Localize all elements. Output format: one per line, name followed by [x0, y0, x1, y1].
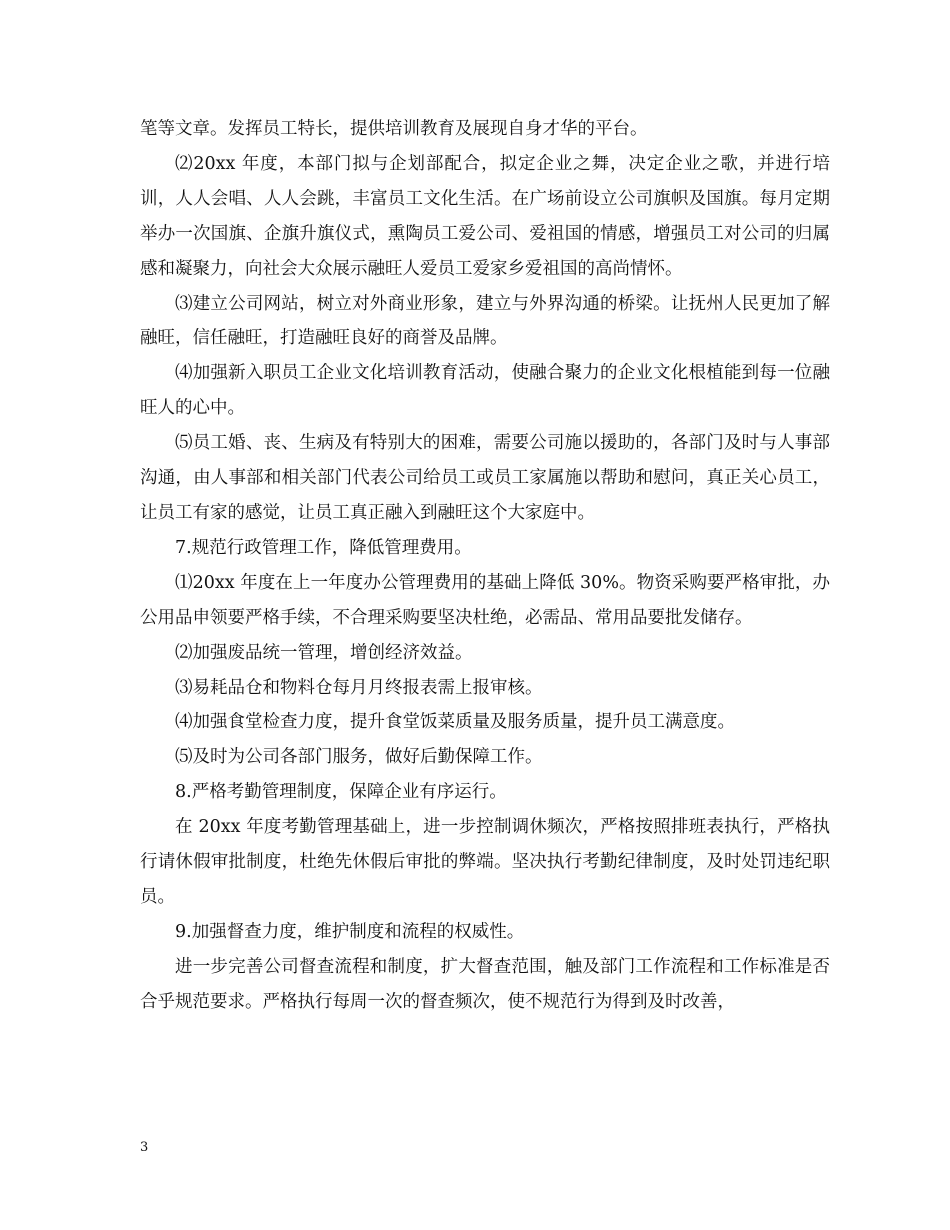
- section-heading-8: 8.严格考勤管理制度，保障企业有序运行。: [175, 782, 507, 803]
- paragraph-7-item-2-waste-management: ⑵加强废品统一管理，增创经济效益。: [175, 642, 473, 663]
- paragraph-8-attendance: 在 20xx 年度考勤管理基础上，进一步控制调休频次，严格按照排班表执行，严格执行请休假审批制度，杜绝先休假后审批的弊端。坚决执行考勤纪律制度，及时处罚违纪职员。: [140, 817, 830, 907]
- paragraph-7-item-4-canteen: ⑷加强食堂检查力度，提升食堂饭菜质量及服务质量，提升员工满意度。: [175, 712, 735, 733]
- section-heading-9: 9.加强督查力度，维护制度和流程的权威性。: [175, 921, 525, 942]
- paragraph-item-2-culture-song-dance: ⑵20xx 年度，本部门拟与企划部配合，拟定企业之舞，决定企业之歌，并进行培训，人人会唱、人人会跳，丰富员工文化生活。在广场前设立公司旗帜及国旗。每月定期举办一次国旗、企旗升旗仪式，熏陶员工爱公司、爱祖国的情感，增强员工对公司的归属感和凝聚力，向社会大众展示融旺人爱员工爱家乡爱祖国的高尚情怀。: [140, 153, 830, 279]
- paragraph-item-3-website: ⑶建立公司网站，树立对外商业形象，建立与外界沟通的桥梁。让抚州人民更加了解融旺，信任融旺，打造融旺良好的商誉及品牌。: [140, 293, 830, 349]
- document-body: [140, 112, 830, 1020]
- paragraph-9-supervision: 进一步完善公司督查流程和制度，扩大督查范围，触及部门工作流程和工作标准是否合乎规范要求。严格执行每周一次的督查频次，使不规范行为得到及时改善，: [140, 956, 830, 1012]
- paragraph-7-item-3-warehouse-reports: ⑶易耗品仓和物料仓每月月终报表需上报审核。: [175, 677, 543, 698]
- page-number: 3: [140, 1140, 149, 1155]
- paragraph-item-4-new-employee-training: ⑷加强新入职员工企业文化培训教育活动，使融合聚力的企业文化根植能到每一位融旺人的心中。: [140, 363, 830, 419]
- paragraph-continuation: 笔等文章。发挥员工特长，提供培训教育及展现自身才华的平台。: [140, 119, 648, 139]
- paragraph-7-item-5-logistics: ⑸及时为公司各部门服务，做好后勤保障工作。: [175, 747, 543, 768]
- section-heading-7: 7.规范行政管理工作，降低管理费用。: [175, 537, 472, 558]
- paragraph-7-item-1-cost-reduction: ⑴20xx 年度在上一年度办公管理费用的基础上降低 30%。物资采购要严格审批，办公用品申领要严格手续，不合理采购要坚决杜绝，必需品、常用品要批发储存。: [140, 572, 830, 628]
- paragraph-item-5-employee-assistance: ⑸员工婚、丧、生病及有特别大的困难，需要公司施以援助的，各部门及时与人事部沟通，由人事部和相关部门代表公司给员工或员工家属施以帮助和慰问，真正关心员工，让员工有家的感觉，让员工真正融入到融旺这个大家庭中。: [140, 433, 830, 523]
